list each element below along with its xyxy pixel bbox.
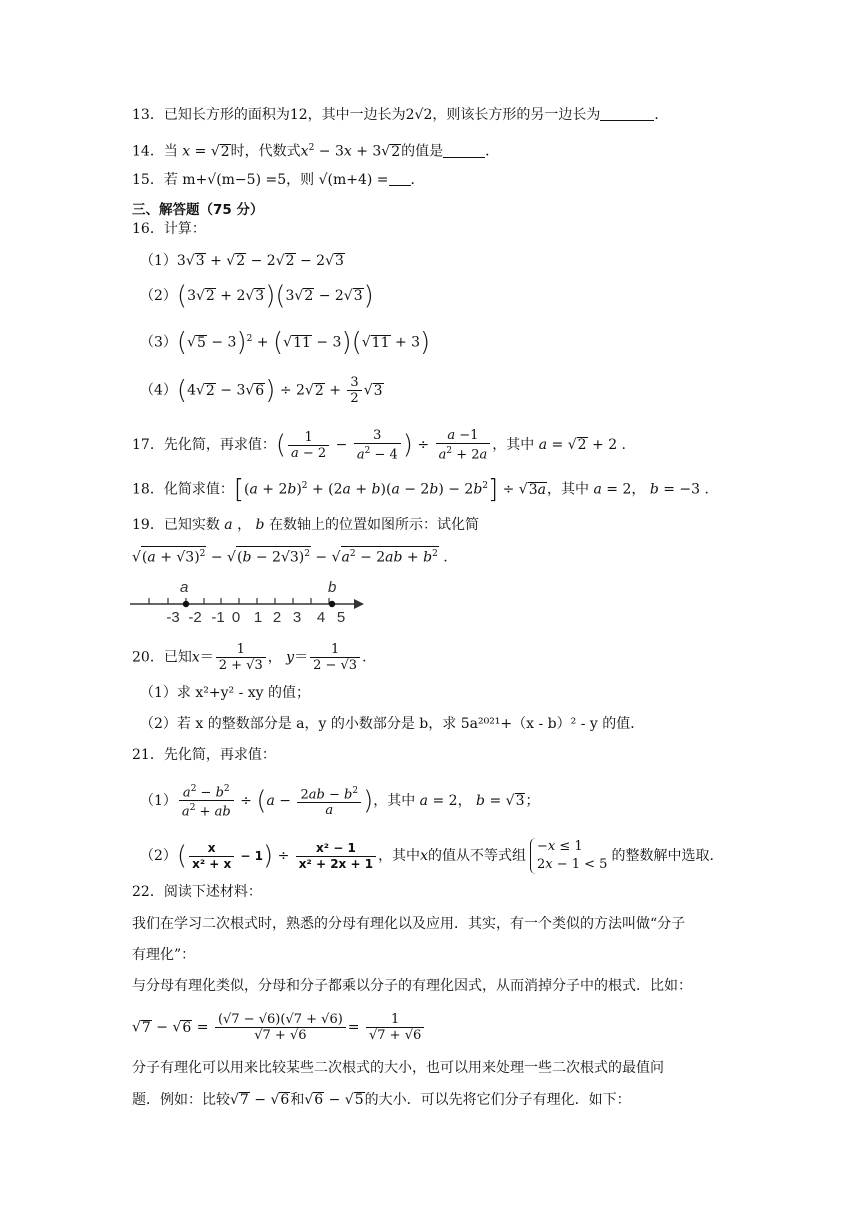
q16-item-1: （1）3√3 + √2 − 2√2 − 2√3	[140, 253, 344, 269]
tick-label: -1	[211, 609, 225, 624]
q22-line-6: 题．例如：比较√7 − √6和√6 − √5的大小．可以先将它们分子有理化．如下：	[132, 1092, 631, 1108]
tick-label: 4	[316, 609, 326, 624]
question-18: 18．化简求值：$[(a + 2b)^2 + (2a + b)(a - 2b) - 2b^2] \div √3a$，其中 a = 2， b = −3 .	[132, 474, 709, 505]
question-22-label: 22．阅读下述材料：	[132, 884, 262, 900]
q16-item-4: （4）(4√2 − 3√6) ÷ 2√2 + $\frac{3}{2}$ √3	[140, 375, 383, 406]
tick-label: -2	[188, 609, 202, 624]
question-15: 15．若 m+√(m−5) =5，则 √(m+4) = ．	[132, 172, 425, 188]
q22-line-2: 有理化”：	[132, 947, 196, 963]
answer-blank	[443, 143, 485, 158]
section-title: 三、解答题（75 分）	[132, 202, 264, 218]
question-16-label: 16．计算：	[132, 221, 206, 237]
q22-line-5: 分子有理化可以用来比较某些二次根式的大小，也可以用来处理一些二次根式的最值问	[132, 1060, 664, 1076]
q16-item-2: （2）(3√2 + 2√3)(3√2 − 2√3)	[140, 281, 374, 311]
q22-formula: √7 − √6 = $\frac{(√7 - √6)(√7 + √6)}{√7 + √6}$ = $\frac{1}{√7 + √6}$	[132, 1012, 426, 1043]
q16-item-3: $(3)(√5 - 3)^2 + (√11 - 3)(√11 + 3)$	[140, 327, 431, 358]
q22-line-3: 与分母有理化类似，分母和分子都乘以分子的有理化因式，从而消掉分子中的根式．比如：	[132, 978, 692, 994]
question-20: 20．已知x＝ $\frac{1}{2 + √3}$ ， y＝ $\frac{1}{2 - √3}$ .	[132, 642, 367, 673]
answer-blank	[389, 171, 411, 186]
tick-label: 3	[292, 609, 302, 624]
number-line	[128, 578, 368, 624]
q21-part-1: （1） $\frac{a^2 - b^2}{a^2 + ab}$ ÷ (a − $\frac{2ab - b^2}{a}$ )，其中 a = 2， b = √3；	[140, 784, 540, 820]
tick-label: 5	[336, 609, 346, 624]
q19-expression: $√(a + √3)^2 - √(b - 2√3)^2 - √a^2 - 2ab + b^2$ .	[132, 546, 448, 568]
answer-blank	[600, 106, 654, 121]
q20-part-1: （1）求 x²+y² - xy 的值；	[140, 685, 311, 701]
q13-text: 13．已知长方形的面积为12，其中一边长为2√2，则该长方形的另一边长为	[132, 107, 601, 123]
question-14: 14．当 x = √2时，代数式$x^2 - 3x + 3√2$的值是 ．	[132, 143, 500, 160]
tick-label: 0	[231, 609, 241, 624]
label-a: a	[180, 579, 189, 596]
q22-line-1: 我们在学习二次根式时，熟悉的分母有理化以及应用．其实，有一个类似的方法叫做“分子	[132, 916, 686, 932]
question-17: 17．先化简，再求值：( $\frac{1}{a - 2}$ − $\frac{3}{a^2 - 4}$ ) ÷ $\frac{a -1}{a^2 + 2a}$ ，其中 a = √2 + 2 .	[132, 428, 627, 463]
label-b: b	[328, 579, 337, 596]
tick-label: 2	[272, 609, 282, 624]
q20-part-2: （2）若 x 的整数部分是 a，y 的小数部分是 b，求 5a²⁰²¹+（x - b）² - y 的值．	[140, 716, 645, 732]
q21-part-2: （2）( $\frac{x}{\text{x² + x}}$ − 1) ÷ $\frac{\text{x² − 1}}{\text{x² + 2x + 1}}$ ，其中x的值从不等式组−x ≤ 1 2x − 1 < 5的整数解中选取．	[140, 839, 724, 872]
tick-label: -3	[166, 609, 180, 624]
point-b	[329, 601, 335, 607]
question-13: 13．已知长方形的面积为12，其中一边长为2√2，则该长方形的另一边长为 ．	[132, 107, 669, 123]
question-21-label: 21．先化简，再求值：	[132, 747, 276, 763]
tick-label: 1	[253, 609, 263, 624]
point-a	[183, 601, 189, 607]
question-19: 19．已知实数 a ， b 在数轴上的位置如图所示：试化简	[132, 517, 479, 533]
